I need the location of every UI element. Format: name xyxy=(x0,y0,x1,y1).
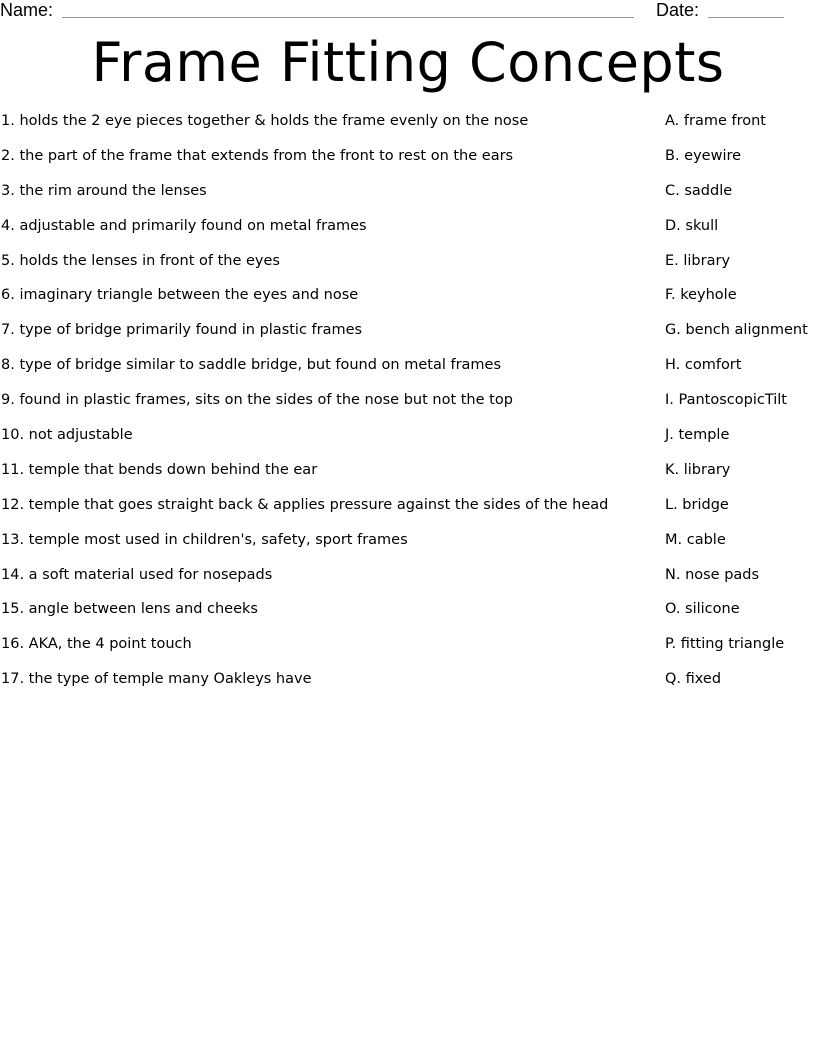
clue-text: 1. holds the 2 eye pieces together & holds the frame evenly on the nose xyxy=(1,113,529,129)
answer-option: E. library xyxy=(665,252,731,269)
name-field[interactable] xyxy=(62,17,634,18)
worksheet-header xyxy=(0,0,816,22)
answer-option: L. bridge xyxy=(665,496,729,513)
clue-text: 2. the part of the frame that extends from the front to rest on the ears xyxy=(1,147,514,164)
matching-row xyxy=(0,216,816,251)
clue-text: 3. the rim around the lenses xyxy=(1,182,207,199)
clue-text: 12. temple that goes straight back & applies pressure against the sides of the head xyxy=(1,496,609,513)
clue-text: 16. AKA, the 4 point touch xyxy=(1,636,192,653)
clue-text: 17. the type of temple many Oakleys have xyxy=(1,671,312,688)
answer-option: G. bench alignment xyxy=(665,322,808,339)
clue-text: 4. adjustable and primarily found on metal frames xyxy=(1,217,367,234)
matching-row xyxy=(0,390,816,425)
answer-option: I. PantoscopicTilt xyxy=(665,392,787,409)
answer-option: K. library xyxy=(665,461,731,478)
matching-row xyxy=(0,530,816,565)
answer-option: M. cable xyxy=(665,531,726,548)
matching-row xyxy=(0,355,816,390)
matching-row xyxy=(0,460,816,495)
answer-option: H. comfort xyxy=(665,357,742,374)
clue-text: 6. imaginary triangle between the eyes and nose xyxy=(1,287,359,304)
clue-text: 7. type of bridge primarily found in plastic frames xyxy=(1,322,363,339)
matching-row xyxy=(0,634,816,669)
matching-row xyxy=(0,565,816,600)
answer-option: B. eyewire xyxy=(665,147,742,164)
answer-option: F. keyhole xyxy=(665,287,737,304)
matching-row xyxy=(0,495,816,530)
matching-list xyxy=(0,111,816,704)
answer-option: N. nose pads xyxy=(665,566,760,583)
answer-option: J. temple xyxy=(665,427,730,444)
answer-option: Q. fixed xyxy=(665,671,722,688)
clue-text: 15. angle between lens and cheeks xyxy=(1,601,258,618)
matching-row xyxy=(0,425,816,460)
answer-option: P. fitting triangle xyxy=(665,636,785,653)
name-label: Name: xyxy=(0,0,54,20)
date-field[interactable] xyxy=(708,17,784,18)
clue-text: 5. holds the lenses in front of the eyes xyxy=(1,252,280,269)
date-label: Date: xyxy=(656,0,700,20)
matching-row xyxy=(0,669,816,704)
matching-row xyxy=(0,285,816,320)
answer-option: A. frame front xyxy=(665,113,766,129)
matching-row xyxy=(0,599,816,634)
clue-text: 13. temple most used in children's, safety, sport frames xyxy=(1,531,408,548)
clue-text: 14. a soft material used for nosepads xyxy=(1,566,273,583)
clue-text: 11. temple that bends down behind the ear xyxy=(1,461,318,478)
clue-text: 10. not adjustable xyxy=(1,427,133,444)
matching-row xyxy=(0,111,816,146)
page-title: Frame Fitting Concepts xyxy=(91,31,725,94)
answer-option: D. skull xyxy=(665,217,719,234)
clue-text: 9. found in plastic frames, sits on the sides of the nose but not the top xyxy=(1,392,513,409)
matching-row xyxy=(0,251,816,286)
matching-row xyxy=(0,320,816,355)
answer-option: C. saddle xyxy=(665,182,733,199)
matching-row xyxy=(0,146,816,181)
matching-row xyxy=(0,181,816,216)
answer-option: O. silicone xyxy=(665,601,740,618)
clue-text: 8. type of bridge similar to saddle bridge, but found on metal frames xyxy=(1,357,502,374)
